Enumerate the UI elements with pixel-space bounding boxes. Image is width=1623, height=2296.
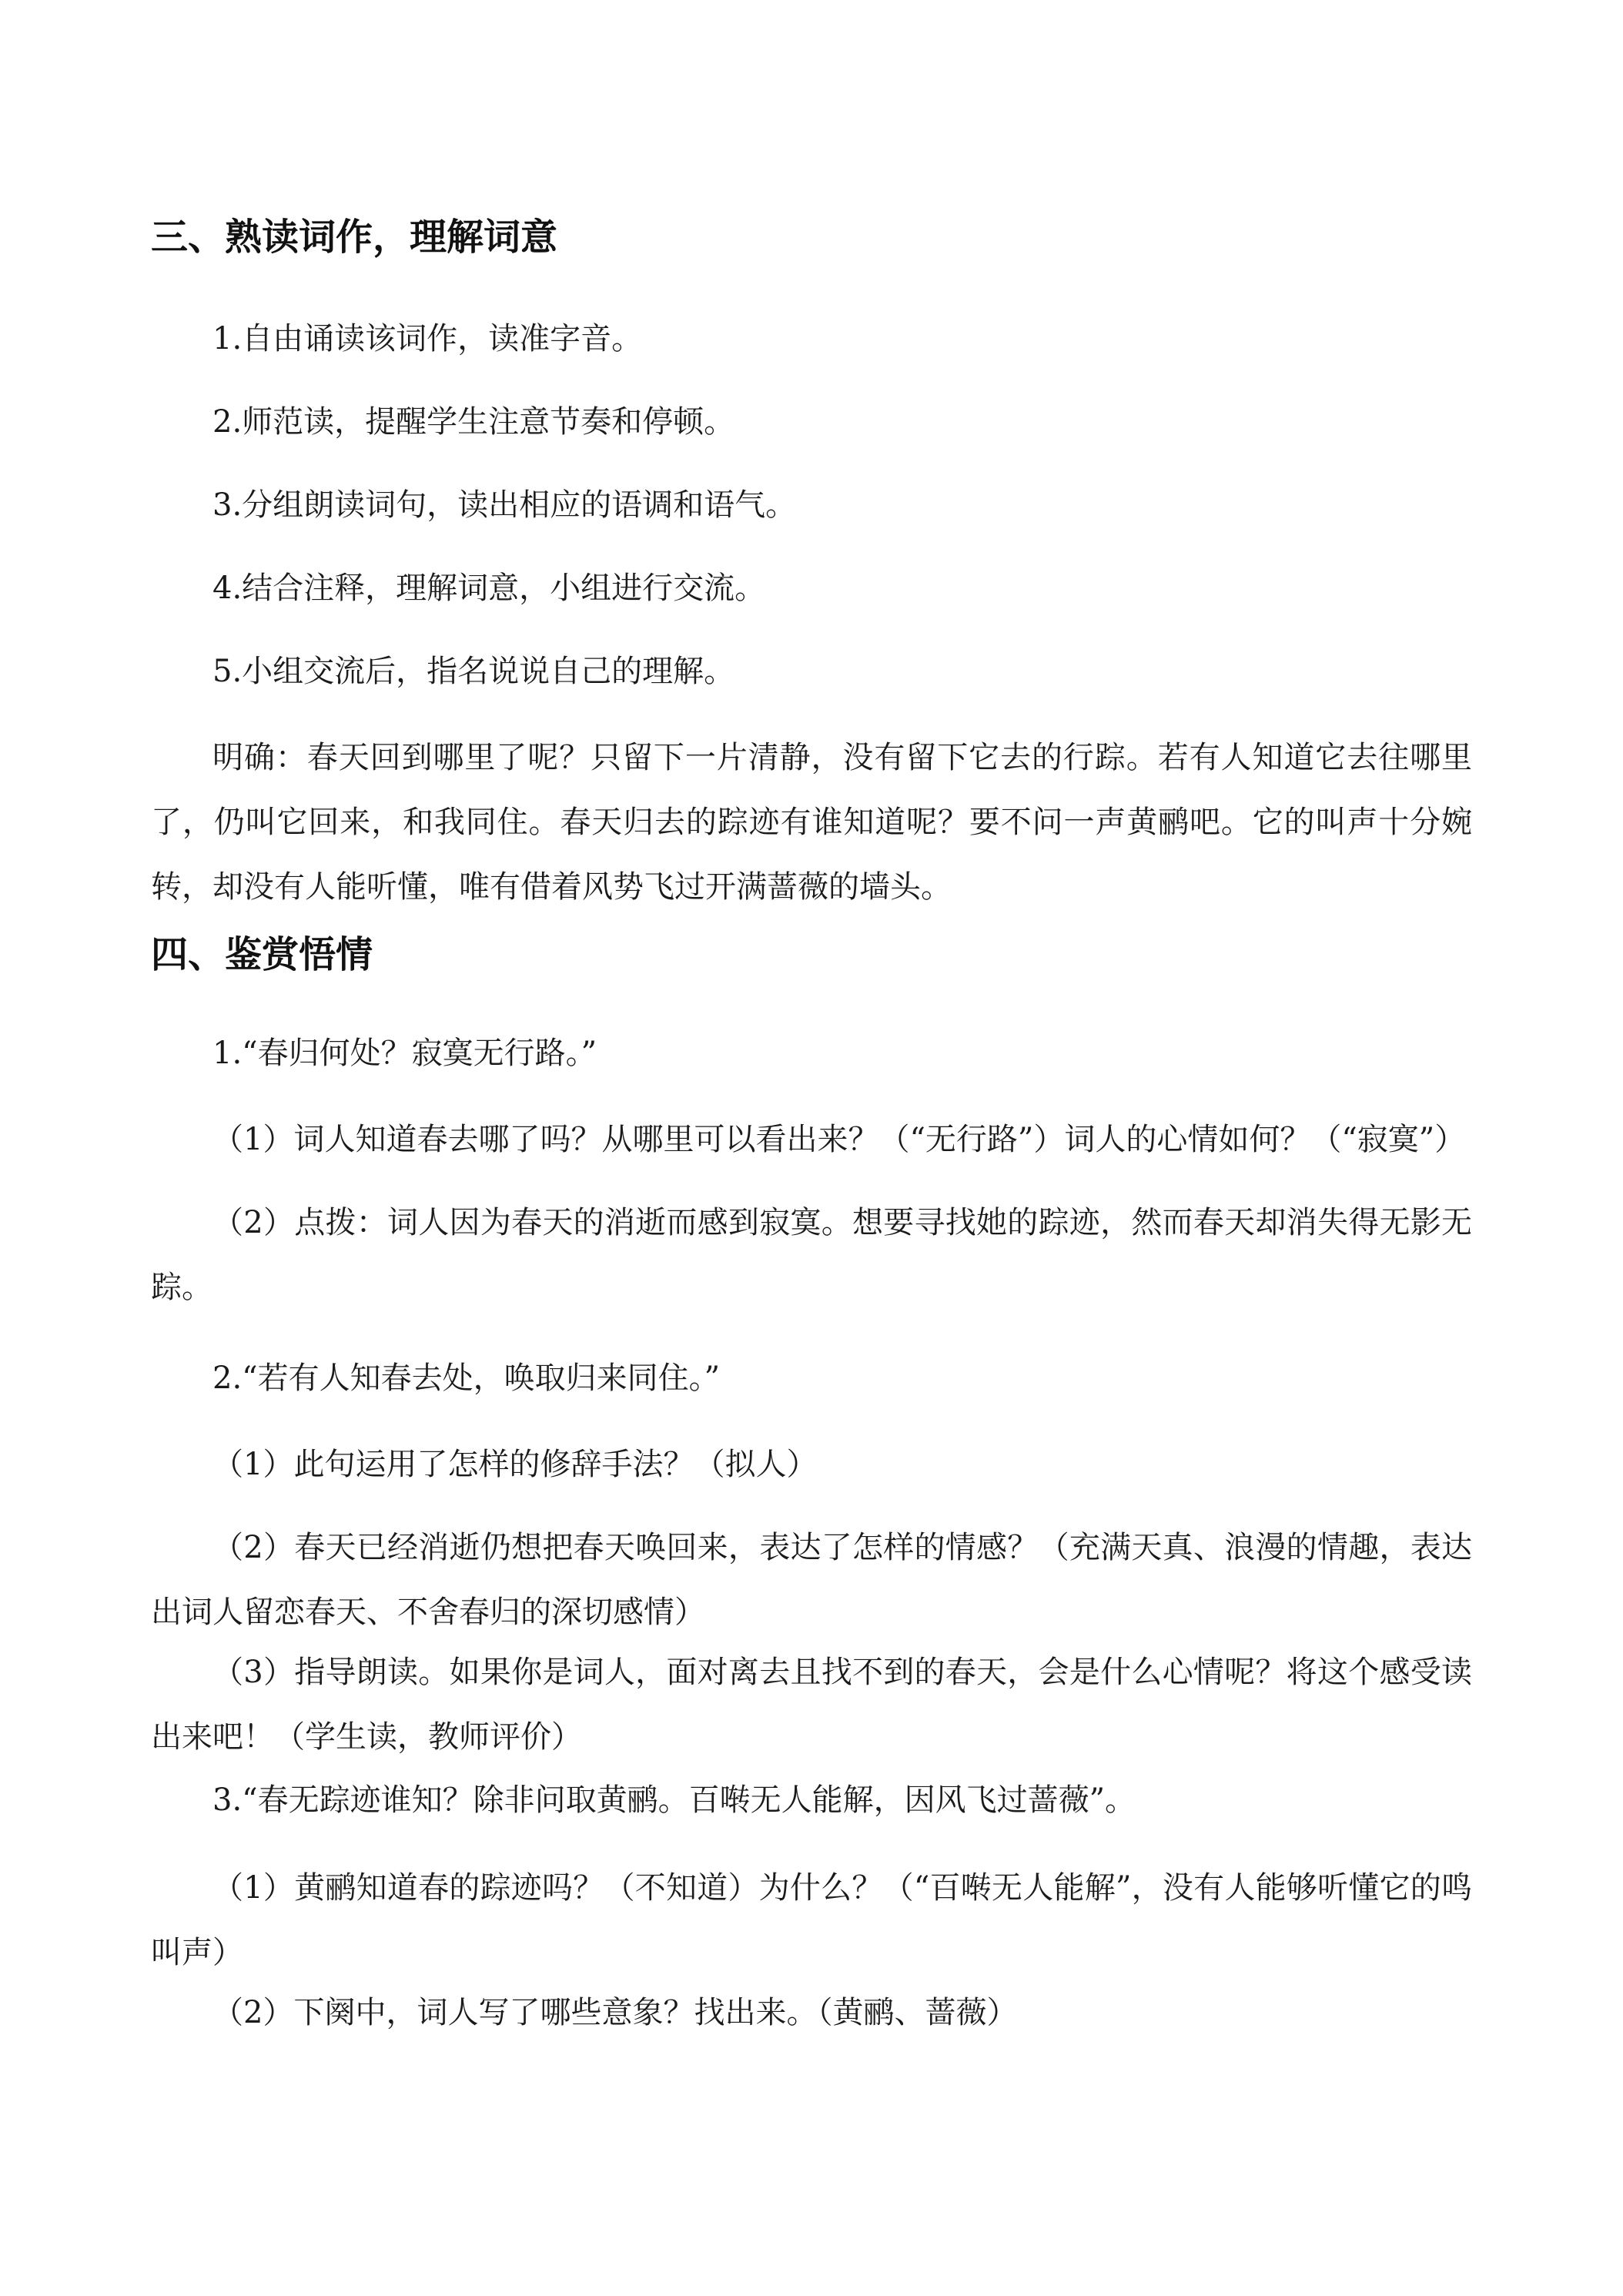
question-2-item-3: （3）指导朗读。如果你是词人，面对离去且找不到的春天，会是什么心情呢？将这个感受读出来吧！（学生读，教师评价） [151,1655,1472,1755]
step-4: 4.结合注释，理解词意，小组进行交流。 [212,571,766,606]
question-1-title: 1.“春归何处？寂寞无行路。” [212,1036,597,1071]
section-4-heading: 四、鉴赏悟情 [151,933,373,976]
question-1-item-1: （1）词人知道春去哪了吗？从哪里可以看出来？（“无行路”）词人的心情如何？（“寂寞”） [212,1122,1466,1157]
section-3-heading: 三、熟读词作，理解词意 [151,216,558,259]
step-1: 1.自由诵读该词作，读准字音。 [212,321,643,356]
question-3-item-1: （1）黄鹂知道春的踪迹吗？（不知道）为什么？（“百啭无人能解”，没有人能够听懂它的鸣叫声） [151,1870,1472,1970]
step-2: 2.师范读，提醒学生注意节奏和停顿。 [212,404,735,440]
question-3-item-2: （2）下阕中，词人写了哪些意象？找出来。（黄鹂、蔷薇） [212,1995,1018,2030]
question-2-item-1: （1）此句运用了怎样的修辞手法？（拟人） [212,1447,818,1482]
step-3: 3.分组朗读词句，读出相应的语调和语气。 [212,487,797,523]
question-1-item-2: （2）点拨：词人因为春天的消逝而感到寂寞。想要寻找她的踪迹，然而春天却消失得无影无踪。 [151,1205,1472,1305]
question-2-item-2: （2）春天已经消逝仍想把春天唤回来，表达了怎样的情感？（充满天真、浪漫的情趣，表达出词人留恋春天、不舍春归的深切感情） [151,1530,1472,1630]
step-5: 5.小组交流后，指名说说自己的理解。 [212,654,735,689]
question-3-title: 3.“春无踪迹谁知？除非问取黄鹂。百啭无人能解，因风飞过蔷薇”。 [212,1782,1136,1818]
question-2-title: 2.“若有人知春去处，唤取归来同住。” [212,1361,721,1396]
clarification-paragraph: 明确：春天回到哪里了呢？只留下一片清静，没有留下它去的行踪。若有人知道它去往哪里了，仍叫它回来，和我同住。春天归去的踪迹有谁知道呢？要不问一声黄鹂吧。它的叫声十分婉转，却没有人能听懂，唯有借着风势飞过开满蔷薇的墙头。 [151,740,1472,905]
